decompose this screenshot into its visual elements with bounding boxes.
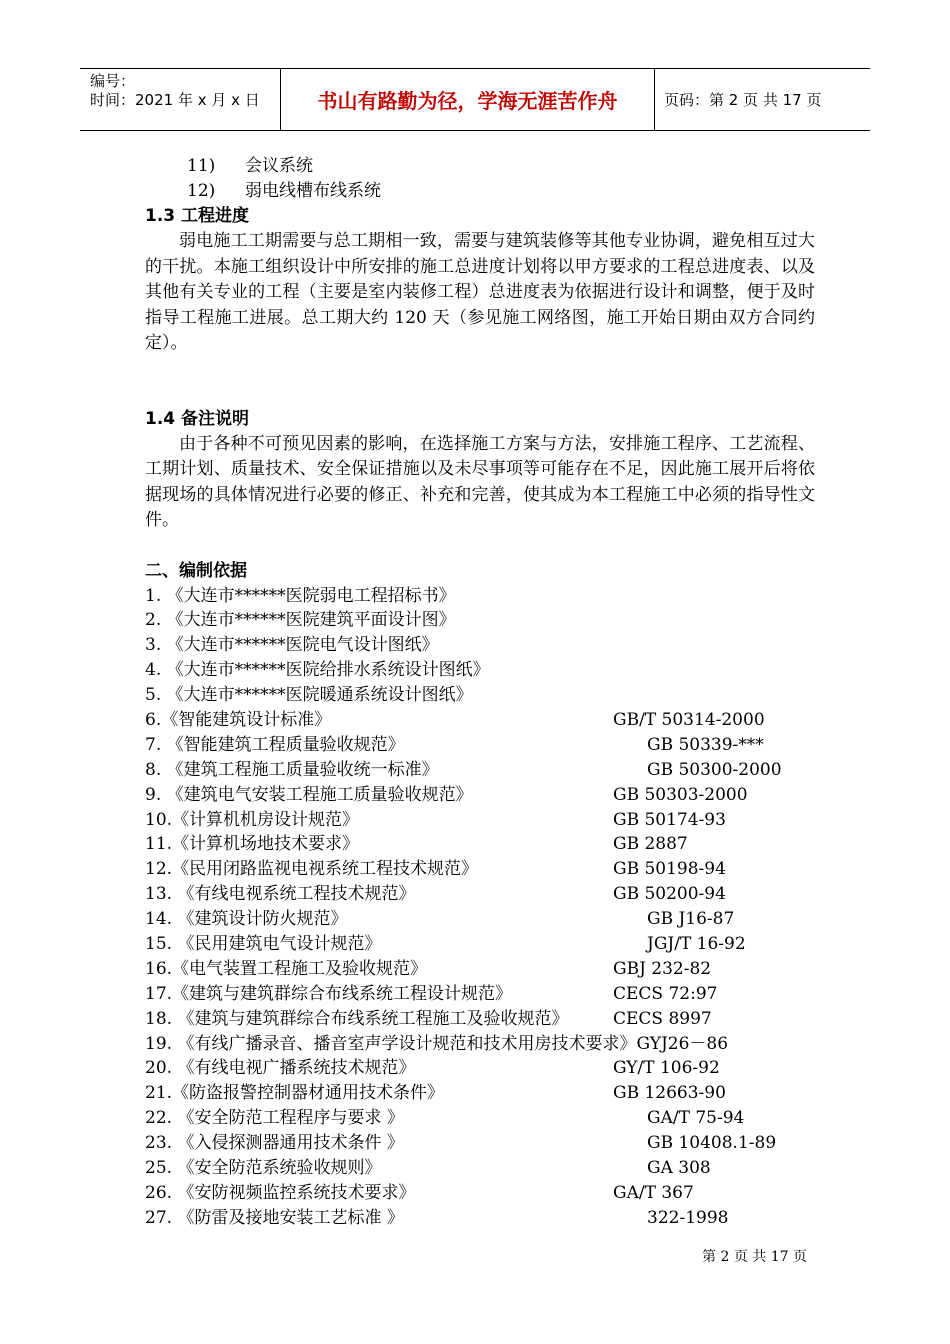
- reference-item: [145, 982, 815, 1007]
- reference-code: 322-1998: [647, 1207, 729, 1228]
- reference-code: GB/T 50314-2000: [613, 709, 765, 730]
- reference-item: [145, 608, 815, 633]
- section-heading: 1.4 备注说明: [145, 408, 250, 429]
- reference-code: JGJ/T 16-92: [647, 933, 746, 954]
- reference-code: CECS 72:97: [613, 983, 718, 1004]
- reference-item: [145, 882, 815, 907]
- reference-item: [145, 808, 815, 833]
- paragraph-text: 由于各种不可预见因素的影响，在选择施工方案与方法，安排施工程序、工艺流程、工期计划、质量技术、安全保证措施以及未尽事项等可能存在不足，因此施工展开后将依据现场的具体情况进行必要的修正、补充和完善，使其成为本工程施工中必须的指导性文件。: [145, 433, 815, 530]
- reference-item: [145, 1206, 815, 1231]
- section-heading: 二、编制依据: [145, 560, 247, 581]
- reference-item: [145, 1156, 815, 1181]
- reference-code: GB 2887: [613, 834, 688, 855]
- reference-item: [145, 633, 815, 658]
- reference-item: [145, 708, 815, 733]
- reference-item: [145, 1032, 815, 1057]
- item-text: 弱电线槽布线系统: [245, 181, 381, 201]
- number-label: 编号：: [90, 72, 136, 90]
- reference-code: GB 50198-94: [613, 859, 726, 880]
- reference-title: 22. 《安全防范工程程序与要求 》: [145, 1108, 404, 1129]
- item-text: 会议系统: [245, 156, 313, 176]
- reference-title: 18. 《建筑与建筑群综合布线系统工程施工及验收规范》: [145, 1008, 569, 1029]
- reference-title: 15. 《民用建筑电气设计规范》: [145, 933, 382, 954]
- reference-item: [145, 584, 815, 609]
- reference-title: 8. 《建筑工程施工质量验收统一标准》: [145, 759, 439, 780]
- list-item: [145, 154, 815, 179]
- reference-code: GY/T 106-92: [613, 1058, 720, 1079]
- page-header: [80, 68, 870, 131]
- reference-item: [145, 1181, 815, 1206]
- reference-item: [145, 932, 815, 957]
- reference-item: [145, 683, 815, 708]
- reference-item: [145, 758, 815, 783]
- reference-title: 10.《计算机机房设计规范》: [145, 809, 360, 830]
- list-item: [145, 179, 815, 204]
- reference-title: 17.《建筑与建筑群综合布线系统工程设计规范》: [145, 983, 513, 1004]
- reference-title: 11.《计算机场地技术要求》: [145, 834, 360, 855]
- reference-title: 12.《民用闭路监视电视系统工程技术规范》: [145, 859, 479, 880]
- reference-code: GB 12663-90: [613, 1083, 726, 1104]
- item-number: 11): [187, 156, 216, 176]
- reference-item: [145, 1056, 815, 1081]
- reference-title: 5. 《大连市******医院暖通系统设计图纸》: [145, 685, 473, 706]
- reference-list: [145, 584, 815, 1231]
- time-label: 时间：2021 年 x 月 x 日: [90, 91, 260, 109]
- header-motto: 书山有路勤为径，学海无涯苦作舟: [281, 69, 655, 130]
- reference-title: 3. 《大连市******医院电气设计图纸》: [145, 635, 439, 656]
- paragraph: [145, 432, 815, 534]
- reference-code: GA 308: [647, 1157, 711, 1178]
- reference-item: [145, 857, 815, 882]
- reference-title: 23. 《入侵探测器通用技术条件 》: [145, 1133, 404, 1154]
- reference-title: 9. 《建筑电气安装工程施工质量验收规范》: [145, 784, 473, 805]
- reference-title: 21.《防盗报警控制器材通用技术条件》: [145, 1083, 445, 1104]
- reference-code: GA/T 367: [613, 1182, 694, 1203]
- reference-code: GB J16-87: [647, 909, 735, 930]
- reference-title: 4. 《大连市******医院给排水系统设计图纸》: [145, 660, 490, 681]
- document-body: [145, 154, 815, 1231]
- reference-title: 27. 《防雷及接地安装工艺标准 》: [145, 1207, 404, 1228]
- reference-title: 2. 《大连市******医院建筑平面设计图》: [145, 610, 456, 631]
- reference-code: GB 50303-2000: [613, 784, 748, 805]
- reference-title: 1. 《大连市******医院弱电工程招标书》: [145, 585, 456, 606]
- reference-code: GB 50200-94: [613, 884, 726, 905]
- reference-title: 13. 《有线电视系统工程技术规范》: [145, 884, 416, 905]
- paragraph: [145, 229, 815, 357]
- reference-item: [145, 907, 815, 932]
- page-footer: 第 2 页 共 17 页: [702, 1249, 807, 1265]
- item-number: 12): [187, 181, 216, 201]
- reference-code: GB 10408.1-89: [647, 1133, 777, 1154]
- reference-item: [145, 832, 815, 857]
- reference-title: 16.《电气装置工程施工及验收规范》: [145, 958, 428, 979]
- reference-code: GA/T 75-94: [647, 1108, 745, 1129]
- reference-title: 19. 《有线广播录音、播音室声学设计规范和技术用房技术要求》GYJ26－86: [145, 1033, 729, 1054]
- paragraph-text: 弱电施工工期需要与总工期相一致，需要与建筑装修等其他专业协调，避免相互过大的干扰。本施工组织设计中所安排的施工总进度计划将以甲方要求的工程总进度表、以及其他有关专业的工程（主要是室内装修工程）总进度表为依据进行设计和调整，便于及时指导工程施工进展。总工期大约 120 天（参见施工网络图，施工开始日期由双方合同约定）。: [145, 231, 815, 353]
- reference-item: [145, 733, 815, 758]
- section-heading: 1.3 工程进度: [145, 206, 250, 226]
- reference-title: 14. 《建筑设计防火规范》: [145, 909, 348, 930]
- reference-code: GB 50174-93: [613, 809, 726, 830]
- reference-item: [145, 658, 815, 683]
- reference-title: 20. 《有线电视广播系统技术规范》: [145, 1058, 416, 1079]
- reference-item: [145, 1106, 815, 1131]
- header-meta: [80, 69, 281, 130]
- reference-item: [145, 1131, 815, 1156]
- reference-title: 25. 《安全防范系统验收规则》: [145, 1157, 382, 1178]
- reference-code: GB 50300-2000: [647, 759, 782, 780]
- reference-code: GBJ 232-82: [613, 958, 712, 979]
- reference-title: 7. 《智能建筑工程质量验收规范》: [145, 734, 405, 755]
- header-page-label: 页码：第 2 页 共 17 页: [664, 91, 822, 109]
- reference-item: [145, 1007, 815, 1032]
- reference-title: 6.《智能建筑设计标准》: [145, 709, 332, 730]
- reference-code: CECS 8997: [613, 1008, 712, 1029]
- reference-item: [145, 783, 815, 808]
- reference-title: 26. 《安防视频监控系统技术要求》: [145, 1182, 416, 1203]
- reference-item: [145, 1081, 815, 1106]
- reference-item: [145, 957, 815, 982]
- reference-code: GB 50339-***: [647, 734, 764, 755]
